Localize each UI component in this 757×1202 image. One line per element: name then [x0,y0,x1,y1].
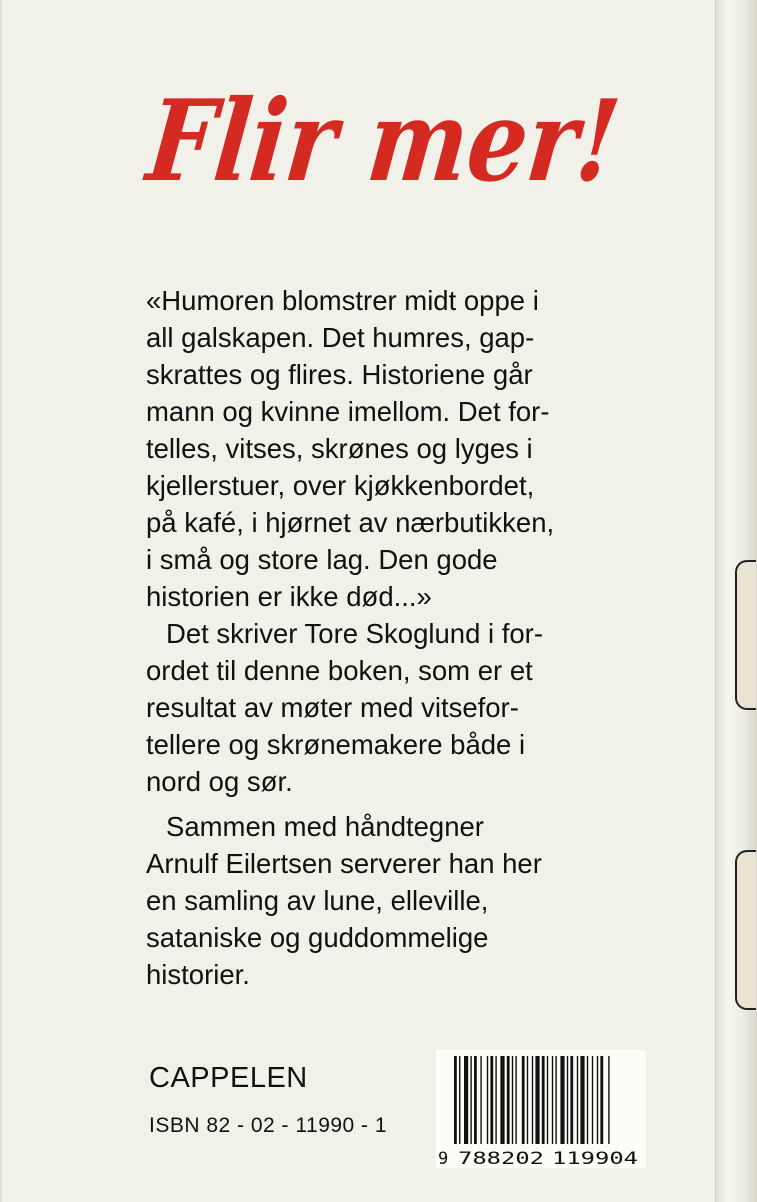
barcode-bar [522,1056,525,1144]
barcode-leading-digit: 9 [438,1149,449,1169]
title-text: Flir mer! [141,76,716,207]
barcode-bar [495,1056,496,1144]
barcode-left-digits: 788202 [458,1149,544,1169]
barcode-right-digits: 119904 [552,1149,638,1169]
barcode-bar [490,1056,493,1144]
barcode-bar [560,1056,564,1144]
spine-illustration-bottom [735,850,756,1010]
barcode-bar [580,1056,584,1144]
barcode-bar [470,1056,471,1144]
barcode-bar [480,1056,481,1144]
barcode-bar [459,1056,460,1144]
barcode-bar [487,1056,488,1144]
barcode-bar [474,1056,477,1144]
barcode-bar [570,1056,573,1144]
barcode-bar [608,1056,609,1144]
isbn-number: ISBN 82 - 02 - 11990 - 1 [149,1114,388,1137]
blurb-collaboration: Sammen med håndtegner Arnulf Eilertsen serverer han her en samling av lune, elleville, sataniske og guddommelige historier. [146,811,542,990]
barcode-bar [535,1056,539,1144]
barcode-bar [592,1056,593,1144]
barcode-bar [600,1056,603,1144]
barcode-bar [515,1056,516,1144]
barcode-bar [464,1056,468,1144]
barcode-bar [597,1056,598,1144]
barcode-bar [587,1056,588,1144]
barcode-bar [454,1056,457,1144]
barcode-bar [532,1056,533,1144]
barcode-bar [507,1056,510,1144]
barcode-bar [527,1056,528,1144]
barcode-bar [552,1056,553,1144]
barcode-bar [512,1056,513,1144]
barcode-bar [542,1056,545,1144]
blurb-quote: «Humoren blomstrer midt oppe i all galskapen. Det humres, gap- skrattes og flires. Historiene går mann og kvinne imellom. Det for- telles, vitses, skrønes og lyges i kjellerstuer, over kjøkkenbordet, på kafé, i hjørnet av nærbutikken, i små og store lag. Den gode historien er ikke død...» [146,285,555,612]
barcode-bar [567,1056,568,1144]
barcode-bar [577,1056,578,1144]
barcode-bar [500,1056,504,1144]
book-title [140,52,716,212]
back-cover-blurb [146,282,616,993]
barcode-bar [547,1056,548,1144]
blurb-attribution: Det skriver Tore Skoglund i for- ordet til denne boken, som er et resultat av møter med vitsefor- tellere og skrønemakere både i nord og sør. [146,618,543,797]
isbn-barcode [436,1050,646,1168]
barcode-bar [555,1056,556,1144]
spine-illustration-top [735,560,756,710]
publisher-name: CAPPELEN [149,1062,308,1094]
